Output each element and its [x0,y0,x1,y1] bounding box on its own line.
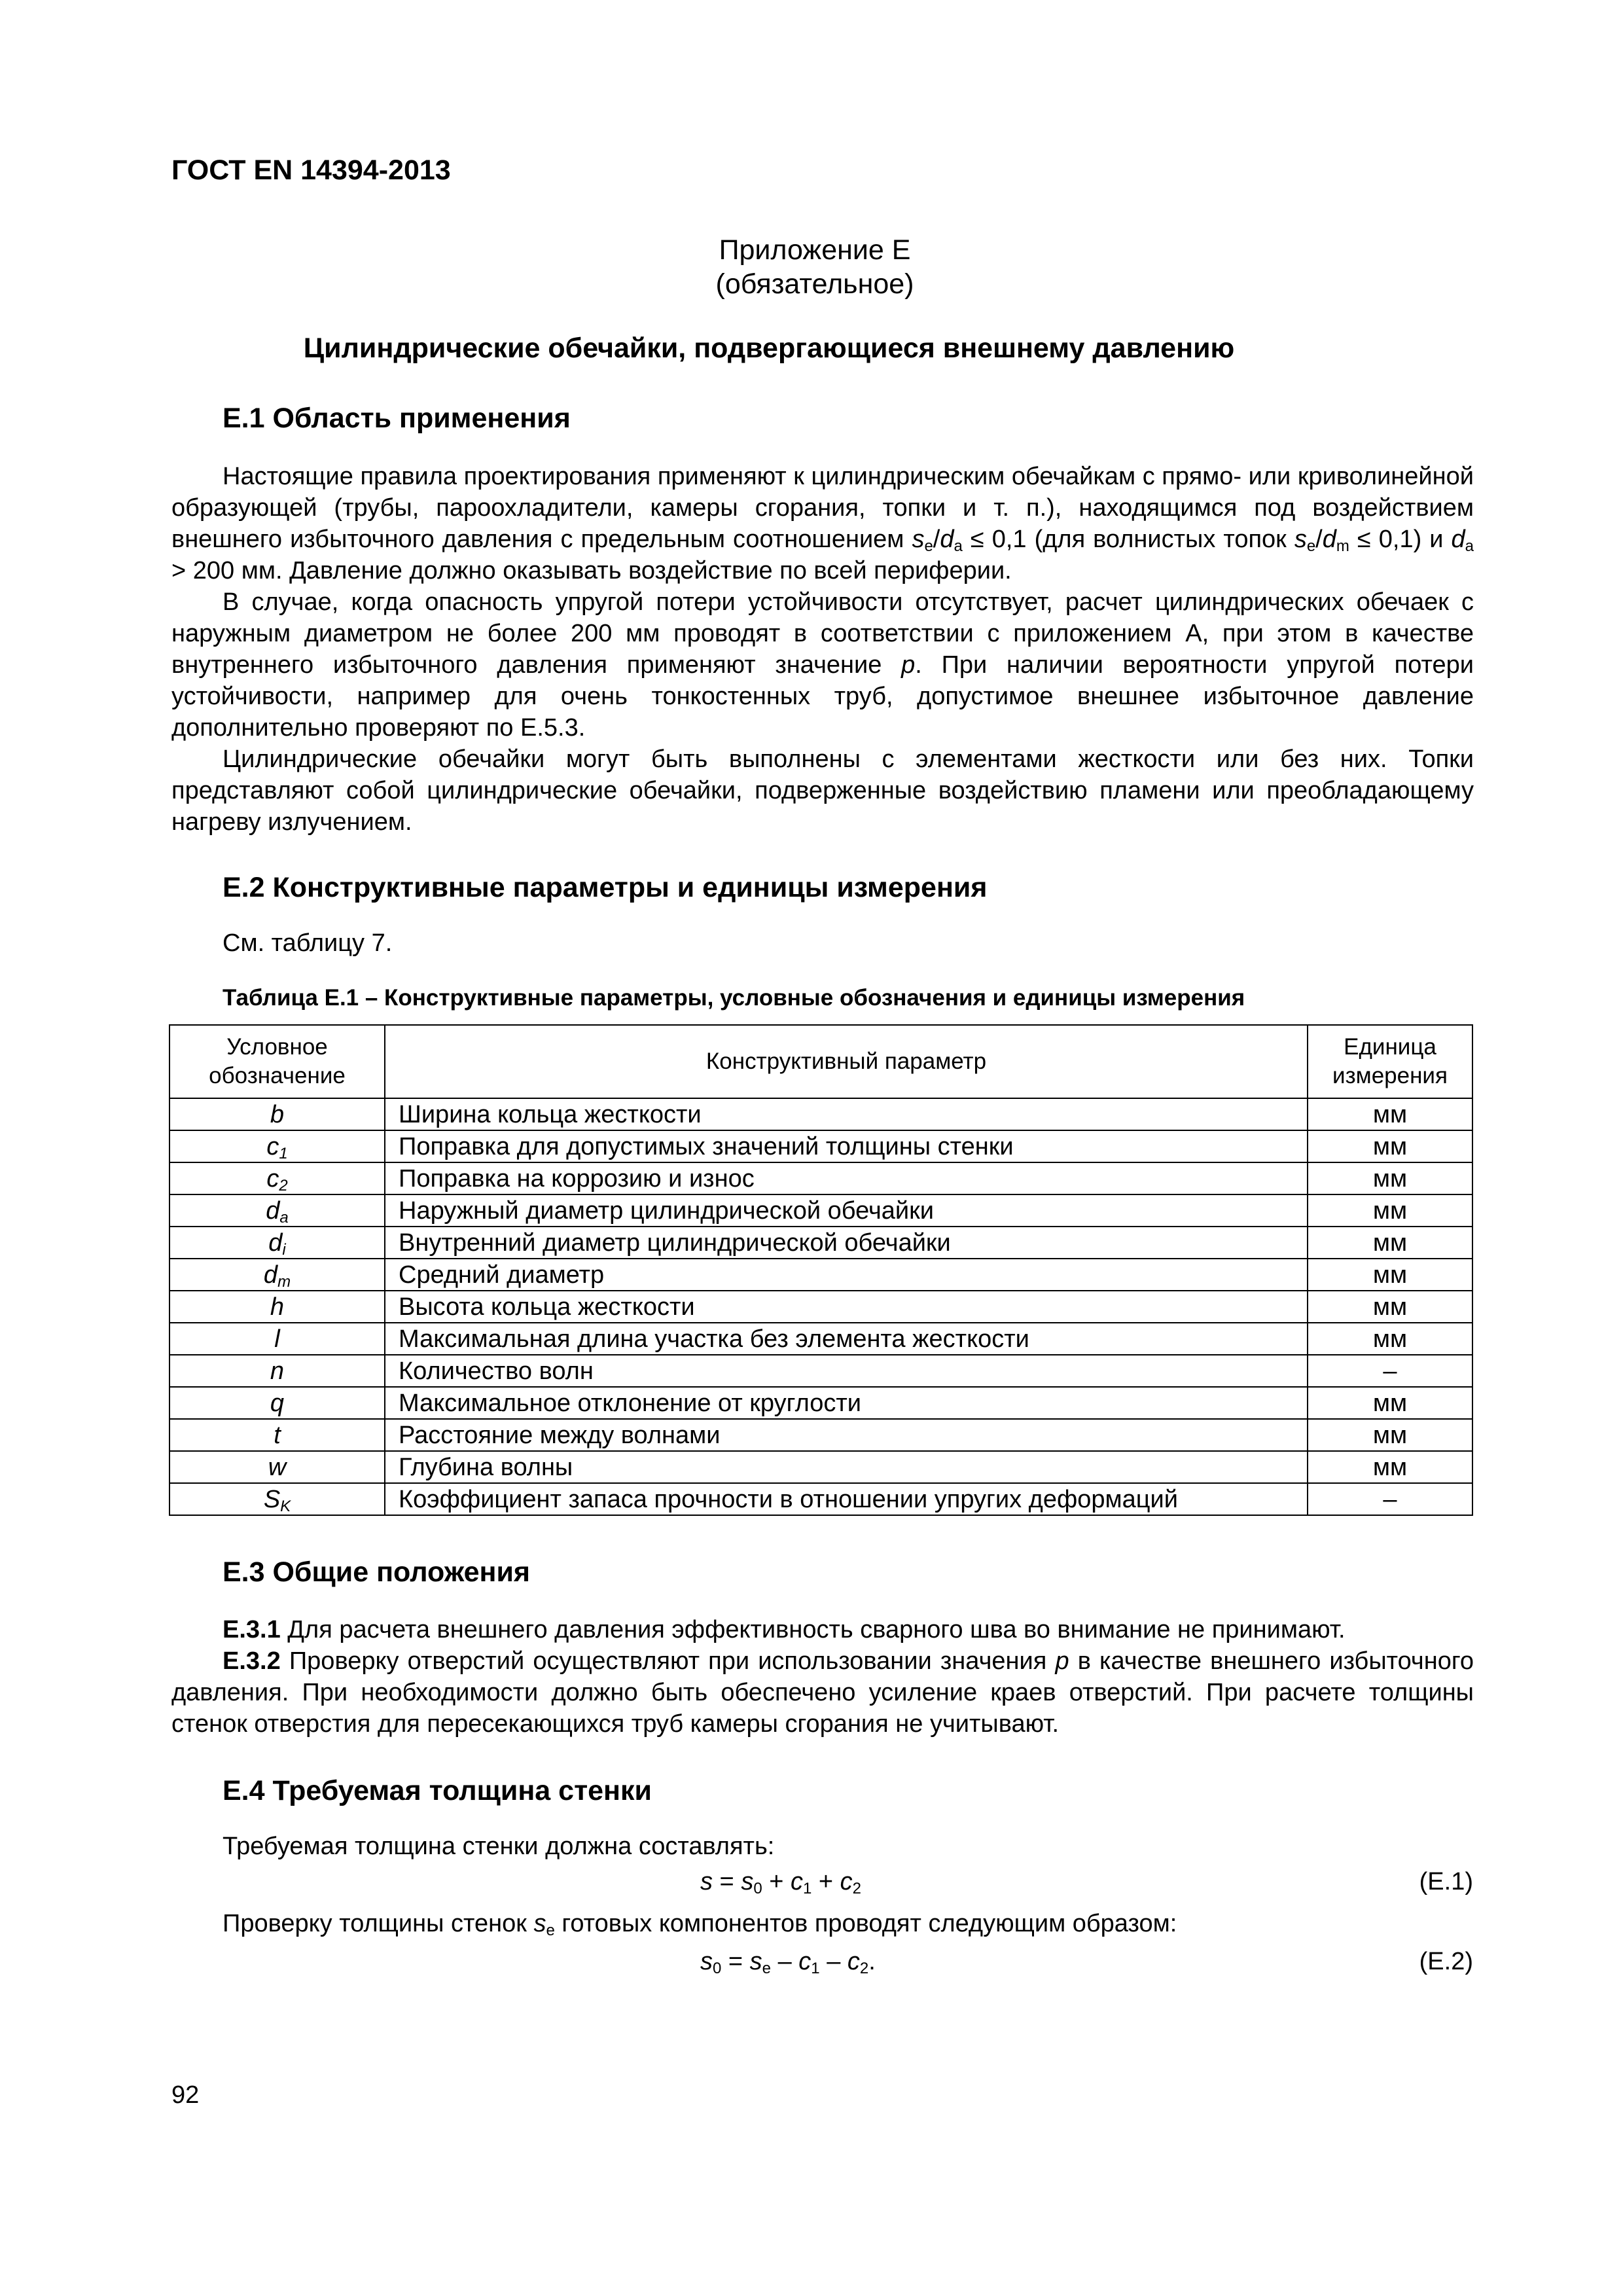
unit-cell: мм [1308,1130,1472,1162]
section-e3-heading: Е.3 Общие положения [223,1556,531,1588]
table-row [169,1130,1472,1162]
parameter-cell: Глубина волны [385,1451,1308,1483]
symbol-cell: w [169,1451,385,1483]
parameter-cell: Максимальная длина участка без элемента жесткости [385,1323,1308,1355]
symbol-cell: b [169,1098,385,1130]
table-row [169,1451,1472,1483]
unit-cell: мм [1308,1323,1472,1355]
page-number: 92 [171,2081,200,2109]
symbol-cell: n [169,1355,385,1387]
section-e4-text-2: Проверку толщины стенок $s_e$ готовых компонентов проводят следующим образом: [223,1910,1177,1939]
section-e2-heading: Е.2 Конструктивные параметры и единицы измерения [223,872,988,903]
header-unit: Единица измерения [1308,1025,1472,1098]
symbol-cell: $d_a$ [169,1194,385,1227]
header-symbol: Условное обозначение [169,1025,385,1098]
equation-e1: $s = s_0 + c_1 + c_2$ [700,1868,862,1897]
parameter-cell: Внутренний диаметр цилиндрической обечайки [385,1227,1308,1259]
section-e1-paragraph-2: В случае, когда опасность упругой потери устойчивости отсутствует, расчет цилиндрических обечаек с наружным диаметром не более 200 мм проводят в соответствии с приложением А, при этом в качестве внутреннего избыточного давления применяют значение p. При наличии вероятности упругой потери устойчивости, например для очень тонкостенных труб, допустимое внешнее избыточное давление дополнительно проверяют по Е.5.3. [171,588,1474,742]
parameter-cell: Максимальное отклонение от круглости [385,1387,1308,1419]
header-parameter: Конструктивный параметр [385,1025,1308,1098]
section-e1-paragraph-1: Настоящие правила проектирования применяют к цилиндрическим обечайкам с прямо- или криволинейной образующей (трубы, пароохладители, камеры сгорания, топки и т. п.), находящимся под воздействием внешнего избыточного давления с предельным соотношением $s_e/d_a \le 0,1$ (для волнистых топок $s_e/d_m \le 0,1$) и $d_a > 200$ мм. Давление должно оказывать воздействие по всей периферии. [171,463,1474,584]
section-e1-body [171,461,1474,838]
parameter-cell: Поправка на коррозию и износ [385,1162,1308,1194]
parameter-cell: Расстояние между волнами [385,1419,1308,1451]
table-row [169,1387,1472,1419]
table-row [169,1259,1472,1291]
parameter-cell: Средний диаметр [385,1259,1308,1291]
equation-e2-number: (Е.2) [1419,1948,1473,1975]
parameter-cell: Высота кольца жесткости [385,1291,1308,1323]
section-e1-heading: Е.1 Область применения [223,403,571,434]
annex-heading: Цилиндрические обечайки, подвергающиеся внешнему давлению [303,332,1235,364]
unit-cell: – [1308,1483,1472,1515]
annex-title-block [589,233,1041,301]
symbol-cell: $c_1$ [169,1130,385,1162]
section-e4-heading: Е.4 Требуемая толщина стенки [223,1775,652,1806]
parameter-cell: Коэффициент запаса прочности в отношении упругих деформаций [385,1483,1308,1515]
table-header-row [169,1025,1472,1098]
parameter-cell: Количество волн [385,1355,1308,1387]
clause-e32: Е.3.2 Проверку отверстий осуществляют при использовании значения p в качестве внешнего избыточного давления. При необходимости должно быть обеспечено усиление краев отверстий. При расчете толщины стенок отверстия для пересекающихся труб камеры сгорания не учитывают. [171,1647,1474,1738]
unit-cell: мм [1308,1419,1472,1451]
parameter-cell: Поправка для допустимых значений толщины стенки [385,1130,1308,1162]
equation-e2: $s_0 = s_e - c_1 - c_2$. [700,1948,876,1977]
table-row [169,1419,1472,1451]
table-row [169,1162,1472,1194]
unit-cell: мм [1308,1387,1472,1419]
unit-cell: мм [1308,1098,1472,1130]
table-row [169,1483,1472,1515]
parameters-table [169,1024,1473,1516]
symbol-cell: $d_i$ [169,1227,385,1259]
table-row [169,1323,1472,1355]
document-standard-header: ГОСТ EN 14394-2013 [171,154,451,186]
annex-status: (обязательное) [715,268,914,300]
unit-cell: мм [1308,1227,1472,1259]
unit-cell: мм [1308,1259,1472,1291]
table-row [169,1355,1472,1387]
unit-cell: мм [1308,1451,1472,1483]
symbol-cell: q [169,1387,385,1419]
symbol-cell: $d_m$ [169,1259,385,1291]
unit-cell: мм [1308,1291,1472,1323]
annex-title: Приложение Е [719,234,911,266]
clause-e31: Е.3.1 Для расчета внешнего давления эффективность сварного шва во внимание не принимают. [223,1616,1346,1643]
section-e4-text-1: Требуемая толщина стенки должна составлять: [223,1833,775,1860]
symbol-cell: h [169,1291,385,1323]
equation-e1-number: (Е.1) [1419,1868,1473,1895]
symbol-cell: t [169,1419,385,1451]
table-caption: Таблица Е.1 – Конструктивные параметры, условные обозначения и единицы измерения [223,985,1245,1011]
symbol-cell: $c_2$ [169,1162,385,1194]
table-row [169,1194,1472,1227]
section-e2-text: См. таблицу 7. [223,929,393,957]
section-e1-paragraph-3: Цилиндрические обечайки могут быть выполнены с элементами жесткости или без них. Топки представляют собой цилиндрические обечайки, подверженные воздействию пламени или преобладающему нагреву излучением. [171,745,1474,836]
parameter-cell: Наружный диаметр цилиндрической обечайки [385,1194,1308,1227]
section-e3-body [171,1614,1474,1740]
unit-cell: мм [1308,1162,1472,1194]
symbol-cell: l [169,1323,385,1355]
unit-cell: мм [1308,1194,1472,1227]
symbol-cell: $S_K$ [169,1483,385,1515]
table-row [169,1291,1472,1323]
table-row [169,1227,1472,1259]
unit-cell: – [1308,1355,1472,1387]
parameter-cell: Ширина кольца жесткости [385,1098,1308,1130]
table-row [169,1098,1472,1130]
